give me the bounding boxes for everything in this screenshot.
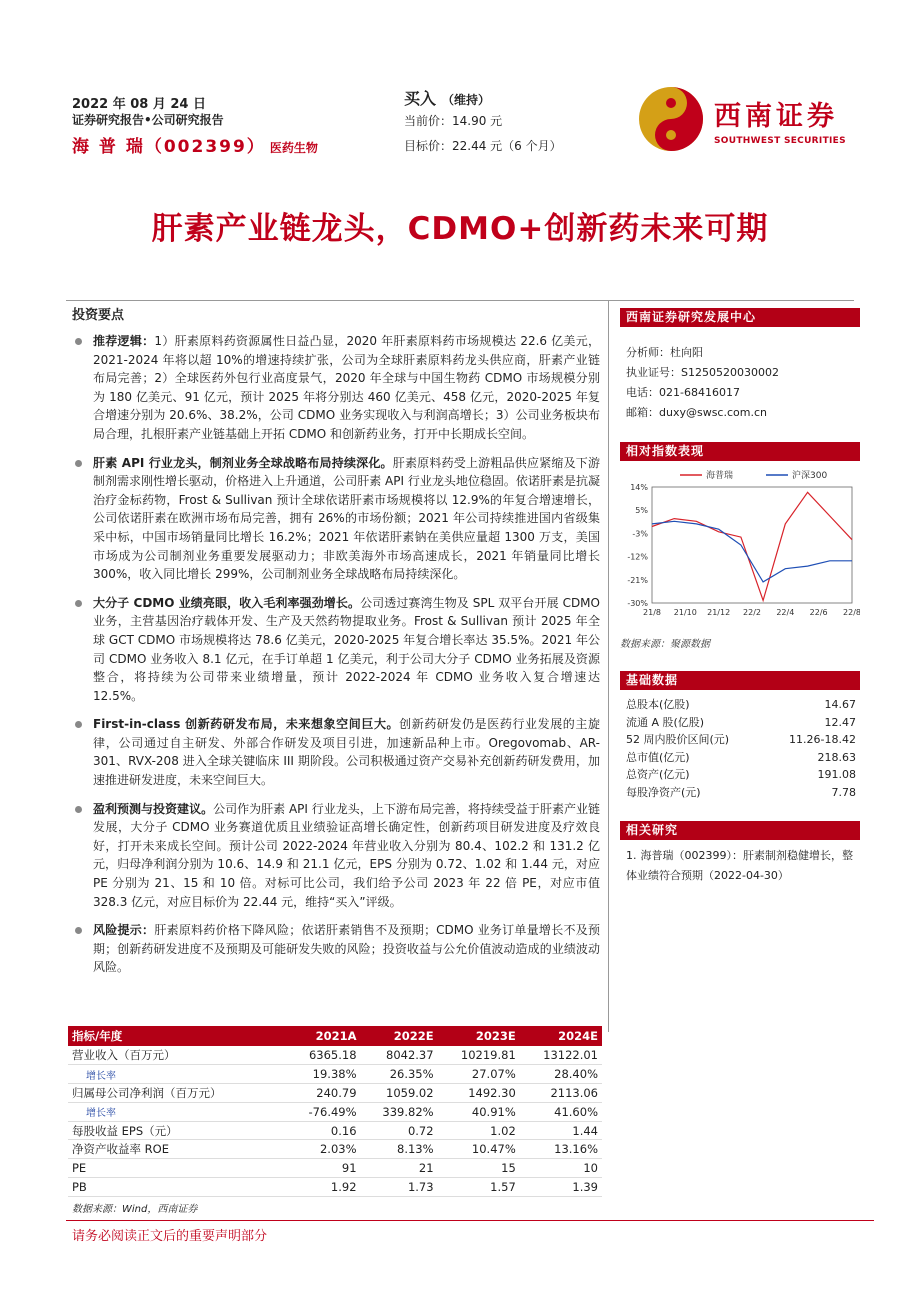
row-label: 净资产收益率 ROE	[68, 1140, 288, 1159]
table-cell: 28.40%	[520, 1065, 602, 1084]
logo-emblem-icon	[636, 84, 706, 154]
table-row	[68, 1102, 602, 1121]
table-row	[68, 1065, 602, 1084]
table-source: 数据来源：Wind，西南证券	[72, 1204, 198, 1215]
point-lead: 风险提示：	[93, 923, 155, 938]
y-tick-label: -30%	[627, 599, 648, 608]
table-cell: 1.44	[520, 1121, 602, 1140]
table-cell: 8.13%	[361, 1140, 438, 1159]
index-chart-heading: 相对指数表现	[620, 442, 860, 461]
point-text: 公司透过赛湾生物及 SPL 双平台开展 CDMO 业务，主营基因治疗载体开发、生产及天然药物提取业务。Frost & Sullivan 预计 2025 年全球 GCT CDMO 市场规模将达 78.6 亿美元，2020-2025 年复合增长率达 35.5%。2021 年公司 CDMO 业务收入 8.1 亿元，在手订单超 1 亿美元，利于公司大分子 CDMO 业务拓展及资源整合，将持续为公司带来业绩增量，预计 2022-2024 年 CDMO 业务收入复合增速达 12.5%。	[93, 595, 600, 703]
x-tick-label: 22/2	[743, 608, 761, 617]
related-research-panel	[620, 821, 860, 886]
research-center-panel	[620, 308, 860, 423]
table-cell: 19.38%	[288, 1065, 361, 1084]
table-cell: 10219.81	[438, 1046, 520, 1065]
table-cell: 10.47%	[438, 1140, 520, 1159]
investment-highlights	[72, 304, 600, 987]
table-cell: 26.35%	[361, 1065, 438, 1084]
legend-label: 沪深300	[792, 471, 828, 481]
investment-points	[72, 332, 600, 977]
table-row	[68, 1121, 602, 1140]
row-label: 营业收入（百万元）	[68, 1046, 288, 1065]
point-lead: 大分子 CDMO 业绩亮眼，收入毛利率强劲增长。	[93, 595, 361, 610]
financial-forecast-table	[68, 1026, 602, 1197]
point-text: 1）肝素原料药资源属性日益凸显，2020 年肝素原料药市场规模达 22.6 亿美元，2021-2024 年将以超 10%的增速持续扩张，公司为全球肝素原料药龙头供应商，肝素产业链布局完善；2）全球医药外包行业高度景气，2020 年全球与中国生物药 CDMO 市场规模分别为 180 亿美元、91 亿元，预计 2025 年将分别达 460 亿美元、458 亿元，2020-2025 年复合增速分别为 20.6%、38.2%，公司 CDMO 业务实现收入与利润高增长；3）公司业务板块布局合理，扎根肝素产业链基础上开拓 CDMO 和创新药业务，打开中长期成长空间。	[93, 334, 600, 441]
table-body	[68, 1046, 602, 1196]
x-tick-label: 21/8	[643, 608, 661, 617]
row-label: PB	[68, 1178, 288, 1197]
rating	[404, 86, 490, 109]
company-name-text: 海 普 瑞（002399）	[72, 137, 266, 157]
basic-data-key: 每股净资产(元)	[626, 785, 701, 799]
basic-data-row	[620, 714, 860, 732]
point-text: 创新药研发仍是医药行业发展的主旋律，公司通过自主研发、外部合作研发及项目引进，加速新品种上市。Oregovomab、AR-301、RVX-208 进入全球关键临床 III 期阶段。公司积极通过资产交易补充创新药研发费用，加速推进研发进度，未来空间巨大。	[93, 717, 600, 788]
point-text: 肝素原料药受上游粗品供应紧缩及下游制剂需求刚性增长驱动，价格进入上升通道，公司肝素 API 行业龙头地位稳固。依诺肝素是抗凝治疗金标药物，Frost & Sullivan 预计全球依诺肝素市场规模将以 12.9%的年复合增速增长，公司依诺肝素在欧洲市场布局完善，拥有 26%的市场份额；2021 年公司持续推进国内省级集采中标，中国市场销量同比增长 16.2%；2021 年依诺肝素钠在美供应量超 1300 万支，美国市场成为公司制剂业务重要发展驱动力；非欧美海外市场高速成长，2021 年销量同比增长 300%，收入同比增长 299%，公司制剂业务全球战略布局持续深化。	[93, 455, 600, 582]
point-text: 公司作为肝素 API 行业龙头，上下游布局完善，将持续受益于肝素产业链发展，大分子 CDMO 业务赛道优质且业绩验证高增长确定性，创新药项目研发进度及疗效良好，打开未来成长空间。预计公司 2022-2024 年营业收入分别为 80.4、102.2 和 131.2 亿元，归母净利润分别为 10.6、14.9 和 21.1 亿元，EPS 分别为 0.72、1.02 和 1.44 元，对应 PE 分别为 21、15 和 10 倍。对标可比公司，我们给予公司 2023 年 22 倍 PE，对应市值 328.3 亿元，对应目标价为 22.44 元，维持“买入”评级。	[93, 801, 600, 909]
chart-plot-frame	[652, 487, 852, 603]
basic-data-heading: 基础数据	[620, 671, 860, 690]
y-tick-label: -21%	[627, 575, 648, 585]
related-research-heading: 相关研究	[620, 821, 860, 840]
investment-point	[72, 800, 600, 912]
company-name	[72, 132, 318, 157]
related-item-text: 海普瑞（002399）：肝素制剂稳健增长，整体业绩符合预期（2022-04-30）	[626, 849, 853, 882]
table-cell: 13122.01	[520, 1046, 602, 1065]
y-tick-label: 14%	[630, 483, 648, 492]
related-research-item	[620, 846, 860, 886]
index-chart-panel	[620, 442, 860, 461]
basic-data-row	[620, 784, 860, 802]
x-tick-label: 21/12	[707, 608, 731, 617]
basic-data-value: 11.26-18.42	[789, 733, 856, 746]
investment-point	[72, 715, 600, 789]
table-header-cell: 指标/年度	[68, 1026, 288, 1046]
row-label: 归属母公司净利润（百万元）	[68, 1084, 288, 1103]
table-row	[68, 1159, 602, 1178]
table-cell: 91	[288, 1159, 361, 1178]
table-cell: 41.60%	[520, 1102, 602, 1121]
disclaimer-footer: 请务必阅读正文后的重要声明部分	[72, 1229, 268, 1244]
table-cell: 6365.18	[288, 1046, 361, 1065]
point-lead: 肝素 API 行业龙头，制剂业务全球战略布局持续深化。	[93, 455, 393, 470]
basic-data-value: 7.78	[831, 785, 856, 799]
analyst-name: 分析师：杜向阳	[626, 346, 703, 359]
basic-data-key: 总市值(亿元)	[626, 750, 690, 764]
table-header-cell: 2021A	[288, 1026, 361, 1046]
footer-rule	[66, 1220, 874, 1221]
chart-svg	[620, 465, 860, 625]
logo-text-cn: 西南证券	[714, 101, 838, 132]
table-cell: 8042.37	[361, 1046, 438, 1065]
table-cell: 339.82%	[361, 1102, 438, 1121]
investment-point	[72, 594, 600, 706]
point-text: 肝素原料药价格下降风险；依诺肝素销售不及预期；CDMO 业务订单量增长不及预期；创新药研发进度不及预期及可能研发失败的风险；投资收益与公允价值波动造成的业绩波动风险。	[93, 923, 600, 975]
basic-data-key: 总股本(亿股)	[626, 698, 690, 711]
basic-data-value: 12.47	[824, 715, 856, 729]
x-tick-label: 22/4	[776, 608, 795, 617]
phone: 电话：021-68416017	[626, 386, 740, 399]
x-tick-label: 22/8	[843, 608, 860, 617]
relative-index-chart	[620, 465, 860, 625]
table-cell: 40.91%	[438, 1102, 520, 1121]
y-tick-label: -12%	[627, 552, 648, 562]
chart-source: 数据来源：聚源数据	[620, 639, 710, 650]
related-research-list	[620, 846, 860, 886]
basic-data-row	[620, 696, 860, 714]
report-date: 2022 年 08 月 24 日	[72, 97, 206, 112]
legend-label: 海普瑞	[706, 471, 734, 481]
basic-data-value: 14.67	[824, 698, 856, 711]
rating-value: 买入	[404, 89, 437, 108]
investment-point	[72, 332, 600, 444]
basic-data-panel	[620, 671, 860, 801]
point-lead: First-in-class 创新药研发布局，未来想象空间巨大。	[93, 717, 400, 732]
y-tick-label: 5%	[635, 506, 648, 516]
table-cell: 13.16%	[520, 1140, 602, 1159]
basic-data-key: 流通 A 股(亿股)	[626, 715, 705, 729]
row-label: PE	[68, 1159, 288, 1178]
related-item-number: 1.	[626, 849, 637, 862]
table-cell: 10	[520, 1159, 602, 1178]
table-cell: 1492.30	[438, 1084, 520, 1103]
table-cell: 0.72	[361, 1121, 438, 1140]
table-cell: 2.03%	[288, 1140, 361, 1159]
series-line-1	[652, 521, 852, 582]
investment-point	[72, 921, 600, 977]
basic-data-key: 52 周内股价区间(元)	[626, 733, 730, 746]
point-lead: 推荐逻辑：	[93, 334, 155, 348]
point-lead: 盈利预测与投资建议。	[93, 801, 214, 816]
basic-data-row	[620, 749, 860, 767]
table-cell: 15	[438, 1159, 520, 1178]
report-title: 肝素产业链龙头，CDMO+创新药未来可期	[151, 211, 769, 247]
basic-data-rows	[620, 696, 860, 801]
investment-heading: 投资要点	[72, 308, 125, 323]
table-cell: -76.49%	[288, 1102, 361, 1121]
table-cell: 1059.02	[361, 1084, 438, 1103]
top-rule	[66, 300, 854, 301]
basic-data-row	[620, 731, 860, 749]
x-tick-label: 21/10	[673, 608, 697, 617]
license-number: 执业证号：S1250520030002	[626, 366, 779, 379]
table-cell: 2113.06	[520, 1084, 602, 1103]
basic-data-value: 218.63	[817, 750, 856, 764]
table-cell: 240.79	[288, 1084, 361, 1103]
target-price: 目标价：22.44 元（6 个月）	[404, 139, 562, 153]
investment-point	[72, 454, 600, 584]
table-header-cell: 2022E	[361, 1026, 438, 1046]
basic-data-row	[620, 766, 860, 784]
table-cell: 21	[361, 1159, 438, 1178]
email: 邮箱：duxy@swsc.com.cn	[626, 406, 767, 419]
table-header-row	[68, 1026, 602, 1046]
row-label: 增长率	[68, 1102, 288, 1121]
table-row	[68, 1140, 602, 1159]
table-row	[68, 1046, 602, 1065]
logo-text-en: SOUTHWEST SECURITIES	[714, 136, 846, 146]
table-row	[68, 1084, 602, 1103]
current-price: 当前价：14.90 元	[404, 114, 503, 128]
table-cell: 0.16	[288, 1121, 361, 1140]
southwest-securities-logo	[636, 84, 864, 156]
x-tick-label: 22/6	[809, 608, 828, 617]
y-tick-label: -3%	[632, 529, 648, 539]
table-header-cell: 2023E	[438, 1026, 520, 1046]
rating-note: （维持）	[442, 93, 491, 107]
table-cell: 1.92	[288, 1178, 361, 1197]
table-cell: 27.07%	[438, 1065, 520, 1084]
table-header-cell: 2024E	[520, 1026, 602, 1046]
table-cell: 1.39	[520, 1178, 602, 1197]
industry-label: 医药生物	[269, 141, 318, 155]
column-divider	[608, 300, 609, 1032]
row-label: 每股收益 EPS（元）	[68, 1121, 288, 1140]
basic-data-key: 总资产(亿元)	[626, 768, 690, 781]
basic-data-value: 191.08	[817, 768, 856, 781]
table-cell: 1.02	[438, 1121, 520, 1140]
table-row	[68, 1178, 602, 1197]
series-line-0	[652, 492, 852, 600]
report-type: 证券研究报告•公司研究报告	[72, 113, 224, 127]
table-cell: 1.57	[438, 1178, 520, 1197]
research-center-heading: 西南证券研究发展中心	[620, 308, 860, 327]
row-label: 增长率	[68, 1065, 288, 1084]
table-cell: 1.73	[361, 1178, 438, 1197]
